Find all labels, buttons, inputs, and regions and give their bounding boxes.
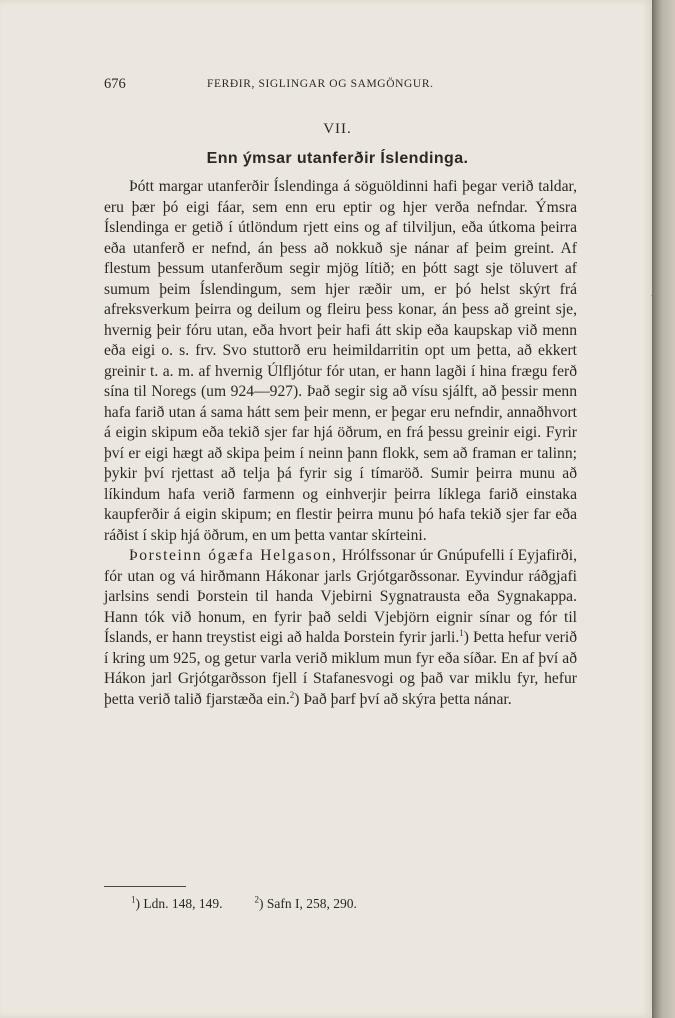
footnotes [131, 896, 357, 912]
footnote-1-text: ) Ldn. 148, 149. [135, 896, 223, 911]
footnote-rule [104, 886, 186, 887]
chapter-title: Enn ýmsar utanferðir Íslendinga. [206, 150, 469, 167]
footnote-2 [255, 896, 357, 911]
paragraph-2-text-3: ) Það þarf því að skýra þetta nánar. [294, 690, 512, 708]
footnote-2-marker: 2 [254, 894, 259, 905]
footnote-1 [131, 896, 223, 911]
page-number: 676 [104, 76, 126, 92]
footnote-2-text: ) Safn I, 258, 290. [259, 896, 357, 911]
paragraph-2-text-2: ) Þetta hefur verið í kring um 925, og getur varla verið miklum mun fyr eða síðar. En af því að Hákon jarl Grjótgarðsson fjell í Stafanesvogi og það var miklu fyr, hefur þetta verið talið fjarstæða ein. [104, 629, 577, 708]
body-text [104, 177, 577, 710]
footnote-ref-2: 2 [289, 689, 295, 700]
paragraph-2 [104, 546, 577, 710]
page-header [104, 76, 586, 96]
chapter-numeral: VII. [323, 121, 352, 137]
running-head: FERÐIR, SIGLINGAR OG SAMGÖNGUR. [207, 78, 434, 90]
paragraph-1: Þótt margar utanferðir Íslendinga á söguöldinni hafi þegar verið taldar, eru þær þó eigi fáar, sem enn eru eptir og hjer verða nefndar. Ýmsra Íslendinga er getið í útlöndum rjett eins og af tilviljun, eða útkoma þeirra eða utanferð er nefnd, án þess að nokkuð sje nánar af þeim greint. Af flestum þessum utanferðum segir mjög lítið; en þótt sagt sje töluvert af sumum þeim Íslendingum, sem hjer ræðir um, er þó helst skýrt frá afreksverkum þeirra og deilum og fleiru þess konar, án þess að greint sje, hvernig þeir fóru utan, eða hvort þeir hafi átt skip eða kaupskap við menn eða eigi o. s. frv. Svo stuttorð eru heimildarritin opt um þetta, að ekkert greinir t. a. m. af hvernig Úlfljótur fór utan, er hann lagði í hina frægu ferð sína til Noregs (um 924—927). Það segir sig að vísu sjálft, að þessir menn hafa farið utan á sama hátt sem þeir menn, er þegar eru nefndir, annaðhvort á eigin skipum eða tekið sjer far hjá öðrum, en frá þessu greinir eigi. Fyrir því er eigi hægt að skipa þeim í neinn þann flokk, sem að framan er talinn; þykir því rjettast að telja þá fyrir sig í tímaröð. Sumir þeirra munu að líkindum hafa verið farmenn og einhverjir þeirra líklega farið einstaka kaupferðir á eigin skipum; en flestir þeirra munu þó hafa tekið sjer far eða ráðist í skip hjá öðrum, en um þetta vantar skírteini. [104, 178, 577, 544]
spaced-person-name: Þorsteinn ógæfa Helgason, [128, 547, 338, 564]
page-edge [652, 0, 675, 1018]
footnote-1-marker: 1 [131, 894, 136, 905]
footnote-ref-1: 1 [459, 627, 464, 638]
paragraph-2-text-1: Hrólfssonar úr Gnúpufelli í Eyjafirði, fór utan og vá hirðmann Hákonar jarls Grjótgarðssonar. Eyvindur ráðgjafi jarlsins sendi Þorstein til handa Vjebirni Sygnatrausta eða Sygnakappa. Hann tók við honum, en fyrir það seldi Vjebjörn eignir sínar og fór til Íslands, er hann treystist eigi að halda Þorstein fyrir jarli. [104, 547, 577, 646]
